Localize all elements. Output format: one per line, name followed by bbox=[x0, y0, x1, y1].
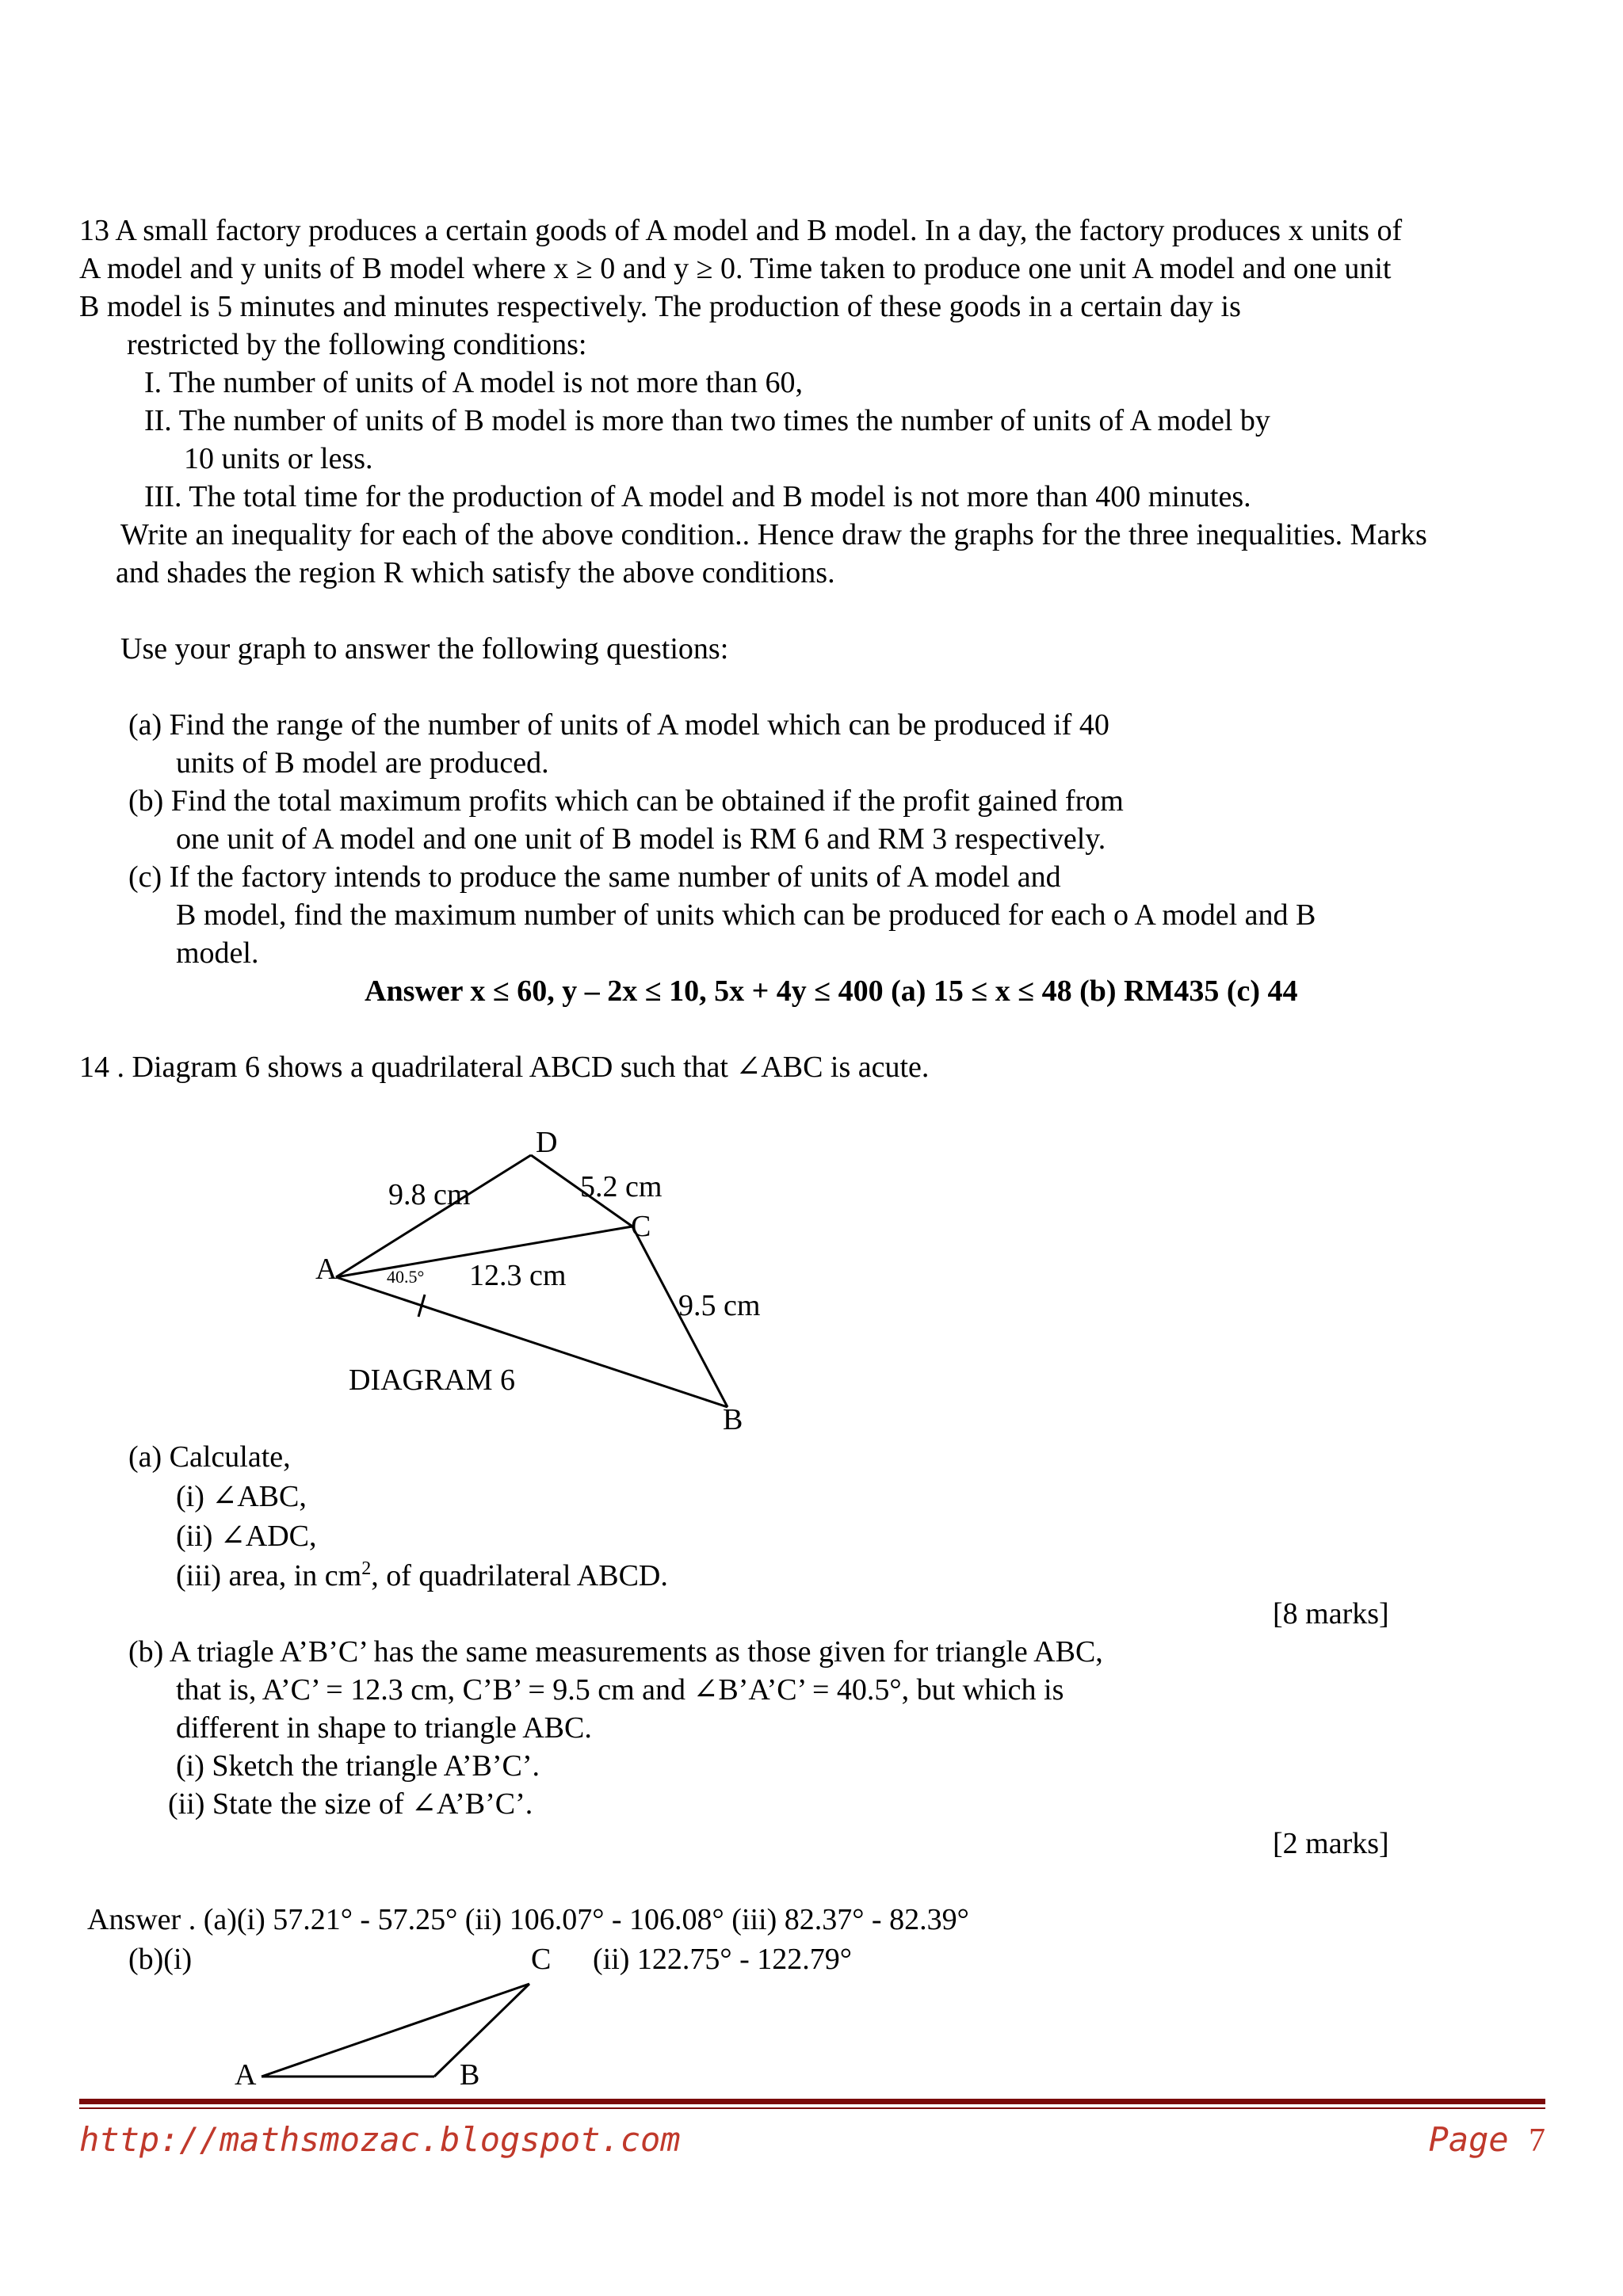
q13-line1: 13 A small factory produces a certain goods of A model and B model. In a day, the factory produces x units of bbox=[79, 214, 1403, 247]
q14-part-a-head: (a) Calculate, bbox=[128, 1440, 291, 1474]
q14-intro: 14 . Diagram 6 shows a quadrilateral ABCD such that ∠ABC is acute. bbox=[79, 1051, 930, 1084]
sketch-edge-BC bbox=[434, 1984, 529, 2077]
q14-part-a-iii: (iii) area, in $cm^2$, of quadrilateral ABCD. bbox=[176, 1558, 668, 1592]
q14-part-b-cont2: different in shape to triangle ABC. bbox=[176, 1711, 592, 1745]
q13-condition-1: I. The number of units of A model is not more than 60, bbox=[144, 366, 803, 399]
q13-part-b-cont: one unit of A model and one unit of B model is RM 6 and RM 3 respectively. bbox=[176, 822, 1106, 856]
q14-answer-b-ii: (ii) 122.75° - 122.79° bbox=[593, 1943, 852, 1976]
vertex-label-B: B bbox=[723, 1403, 743, 1436]
q14-part-b: (b) A triagle A’B’C’ has the same measurements as those given for triangle ABC, bbox=[128, 1635, 1103, 1669]
length-CB: 9.5 cm bbox=[678, 1289, 761, 1322]
footer-page-number: Page 7 bbox=[1428, 2120, 1545, 2159]
q14-part-a-i: (i) ∠ABC, bbox=[176, 1480, 307, 1513]
length-AC: 12.3 cm bbox=[469, 1259, 567, 1292]
q14-part-b-ii: (ii) State the size of ∠A’B’C’. bbox=[168, 1787, 533, 1821]
q14-answer-b-i: (b)(i) bbox=[128, 1943, 193, 1976]
vertex-label-A: A bbox=[315, 1253, 338, 1286]
vertex-label-D: D bbox=[536, 1126, 558, 1159]
q13-line2: A model and y units of B model where x ≥ 0 and y ≥ 0. Time taken to produce one unit A model and one unit bbox=[79, 252, 1392, 285]
q13-part-c-cont: B model, find the maximum number of units which can be produced for each o A model and B bbox=[176, 898, 1316, 932]
q13-condition-2-cont: 10 units or less. bbox=[184, 442, 373, 475]
length-DC: 5.2 cm bbox=[580, 1170, 663, 1203]
marks-b: [2 marks] bbox=[1273, 1827, 1389, 1860]
q13-part-a: (a) Find the range of the number of units of A model which can be produced if 40 bbox=[128, 708, 1109, 742]
q14-part-a-ii: (ii) ∠ADC, bbox=[176, 1520, 317, 1553]
diagram-caption: DIAGRAM 6 bbox=[349, 1363, 516, 1397]
q14-answer-a: Answer . (a)(i) 57.21° - 57.25° (ii) 106.07° - 106.08° (iii) 82.37° - 82.39° bbox=[87, 1903, 969, 1936]
q13-use-graph: Use your graph to answer the following questions: bbox=[120, 632, 729, 666]
angle-A: 40.5° bbox=[387, 1267, 425, 1287]
q13-part-b: (b) Find the total maximum profits which can be obtained if the profit gained from bbox=[128, 784, 1124, 818]
sketch-label-B: B bbox=[460, 2058, 480, 2092]
q13-instruction-1: Write an inequality for each of the above condition.. Hence draw the graphs for the three inequalities. Marks bbox=[120, 518, 1427, 551]
q13-part-a-cont: units of B model are produced. bbox=[176, 746, 549, 780]
length-AD: 9.8 cm bbox=[388, 1178, 471, 1211]
q13-line4: restricted by the following conditions: bbox=[127, 328, 587, 361]
q13-answer: Answer x ≤ 60, y – 2x ≤ 10, 5x + 4y ≤ 400 (a) 15 ≤ x ≤ 48 (b) RM435 (c) 44 bbox=[365, 974, 1298, 1008]
q14-part-b-i: (i) Sketch the triangle A’B’C’. bbox=[176, 1749, 540, 1783]
vertex-label-C: C bbox=[631, 1210, 651, 1243]
q13-condition-3: III. The total time for the production of A model and B model is not more than 400 minutes. bbox=[144, 480, 1251, 513]
marks-a: [8 marks] bbox=[1273, 1597, 1389, 1630]
q13-instruction-2: and shades the region R which satisfy the above conditions. bbox=[116, 556, 835, 589]
footer-url-link[interactable]: http://mathsmozac.blogspot.com bbox=[79, 2120, 681, 2159]
sketch-label-A: A bbox=[235, 2058, 257, 2092]
q14-part-b-cont: that is, A’C’ = 12.3 cm, C’B’ = 9.5 cm and ∠B’A’C’ = 40.5°, but which is bbox=[176, 1673, 1064, 1707]
sketch-label-C: C bbox=[531, 1943, 552, 1976]
q13-line3: B model is 5 minutes and minutes respectively. The production of these goods in a certain day is bbox=[79, 290, 1241, 323]
footer-rule-thin bbox=[79, 2107, 1545, 2109]
q13-condition-2: II. The number of units of B model is more than two times the number of units of A model by bbox=[144, 404, 1270, 437]
q13-part-c-cont2: model. bbox=[176, 936, 259, 970]
q13-part-c: (c) If the factory intends to produce the same number of units of A model and bbox=[128, 860, 1061, 894]
footer-rule-thick bbox=[79, 2099, 1545, 2104]
sketch-edge-CA bbox=[262, 1984, 529, 2077]
